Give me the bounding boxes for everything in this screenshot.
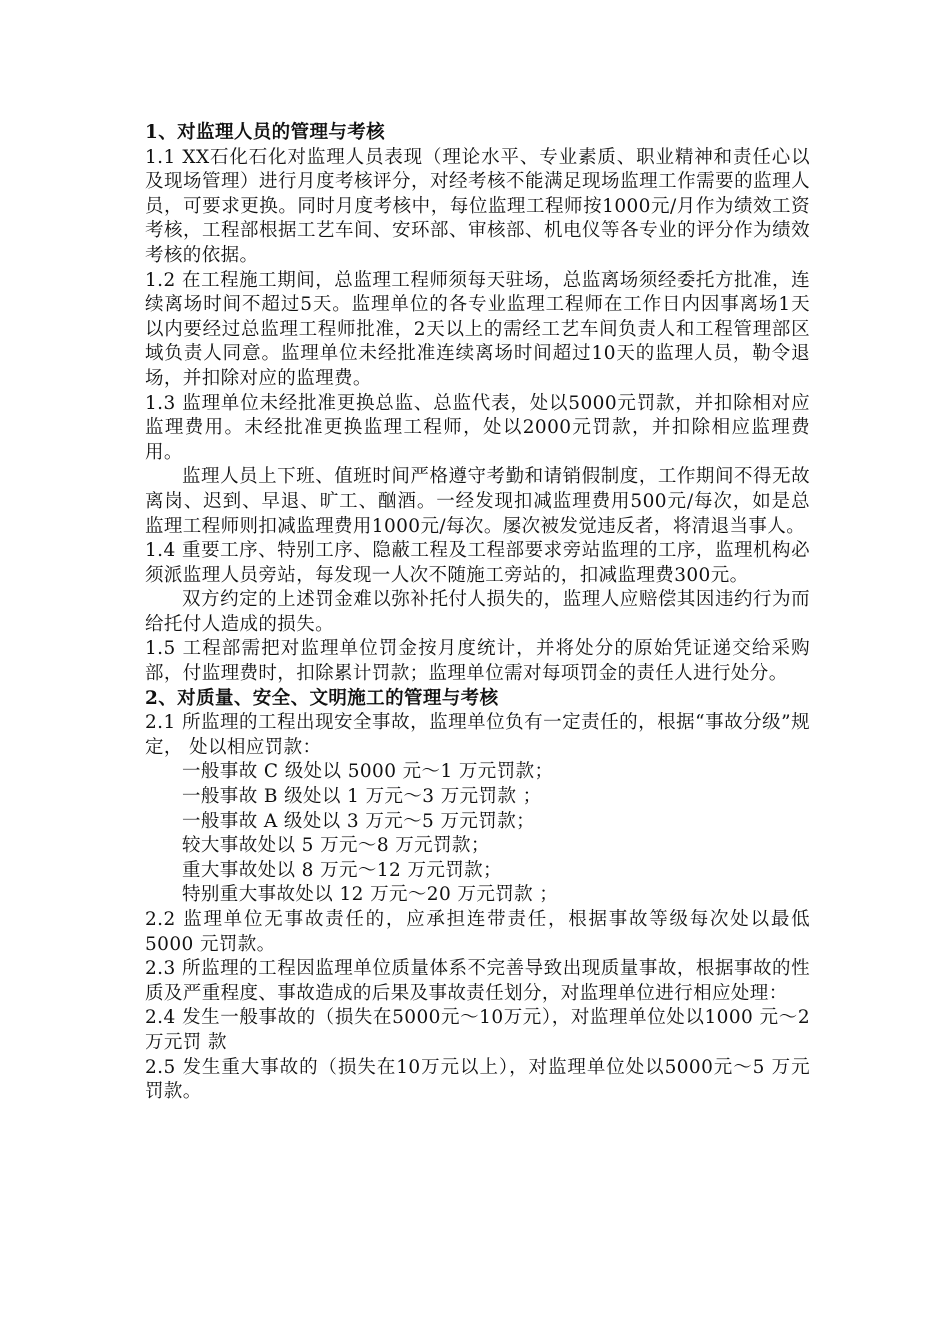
document-body <box>145 121 810 1105</box>
penalty-item: 较大事故处以 5 万元～8 万元罚款； <box>182 835 490 857</box>
section-1-heading: 1、对监理人员的管理与考核 <box>145 122 386 143</box>
clause-1-5: 1.5 工程部需把对监理单位罚金按月度统计，并将处分的原始凭证递交给采购部，付监理费时，扣除累计罚款；监理单位需对每项罚金的责任人进行处分。 <box>145 638 810 685</box>
clause-2-2: 2.2 监理单位无事故责任的，应承担连带责任，根据事故等级每次处以最低 5000 元罚款。 <box>145 909 810 955</box>
clause-2-3: 2.3 所监理的工程因监理单位质量体系不完善导致出现质量事故，根据事故的性质及严重程度、事故造成的后果及事故责任划分，对监理单位进行相应处理： <box>145 958 810 1004</box>
penalty-item: 一般事故 A 级处以 3 万元～5 万元罚款； <box>182 810 536 832</box>
clause-2-5: 2.5 发生重大事故的（损失在10万元以上），对监理单位处以5000元～5 万元罚款。 <box>145 1056 810 1103</box>
clause-2-4: 2.4 发生一般事故的（损失在5000元～10万元），对监理单位处以1000 元～2 万元罚 款 <box>145 1007 810 1053</box>
penalty-item: 特别重大事故处以 12 万元～20 万元罚款 ； <box>182 884 559 906</box>
clause-1-3: 1.3 监理单位未经批准更换总监、总监代表，处以5000元罚款，并扣除相对应监理费用。未经批准更换监理工程师，处以2000元罚款，并扣除相应监理费用。 <box>145 392 810 463</box>
clause-1-2: 1.2 在工程施工期间，总监理工程师须每天驻场，总监离场须经委托方批准，连续离场时间不超过5天。监理单位的各专业监理工程师在工作日内因事离场1天以内要经过总监理工程师批准，2天以上的需经工艺车间负责人和工程管理部区域负责人同意。监理单位未经批准连续离场时间超过10天的监理人员，勒令退场，并扣除对应的监理费。 <box>145 269 810 389</box>
penalty-item: 一般事故 B 级处以 1 万元～3 万元罚款 ； <box>182 786 542 808</box>
clause-1-4: 1.4 重要工序、特别工序、隐蔽工程及工程部要求旁站监理的工序，监理机构必须派监理人员旁站，每发现一人次不随施工旁站的，扣减监理费300元。 <box>145 540 810 586</box>
clause-1-3-attendance: 监理人员上下班、值班时间严格遵守考勤和请销假制度，工作期间不得无故离岗、迟到、早退、旷工、酗酒。一经发现扣减监理费用500元/每次，如是总监理工程师则扣减监理费用1000元/每次。屡次被发觉违反者，将清退当事人。 <box>145 466 810 537</box>
penalty-item: 一般事故 C 级处以 5000 元～1 万元罚款； <box>182 761 554 783</box>
clause-2-1: 2.1 所监理的工程出现安全事故，监理单位负有一定责任的，根据“事故分级”规定， 处以相应罚款： <box>145 712 810 758</box>
clause-1-4-compensation: 双方约定的上述罚金难以弥补托付人损失的，监理人应赔偿其因违约行为而给托付人造成的损失。 <box>145 589 810 635</box>
clause-1-1: 1.1 XX石化石化对监理人员表现（理论水平、专业素质、职业精神和责任心以及现场管理）进行月度考核评分，对经考核不能满足现场监理工作需要的监理人员，可要求更换。同时月度考核中，每位监理工程师按1000元/月作为绩效工资考核，工程部根据工艺车间、安环部、审核部、机电仪等各专业的评分作为绩效考核的依据。 <box>145 146 810 266</box>
section-2-heading: 2、对质量、安全、文明施工的管理与考核 <box>145 687 499 709</box>
penalty-item: 重大事故处以 8 万元～12 万元罚款； <box>182 859 502 881</box>
